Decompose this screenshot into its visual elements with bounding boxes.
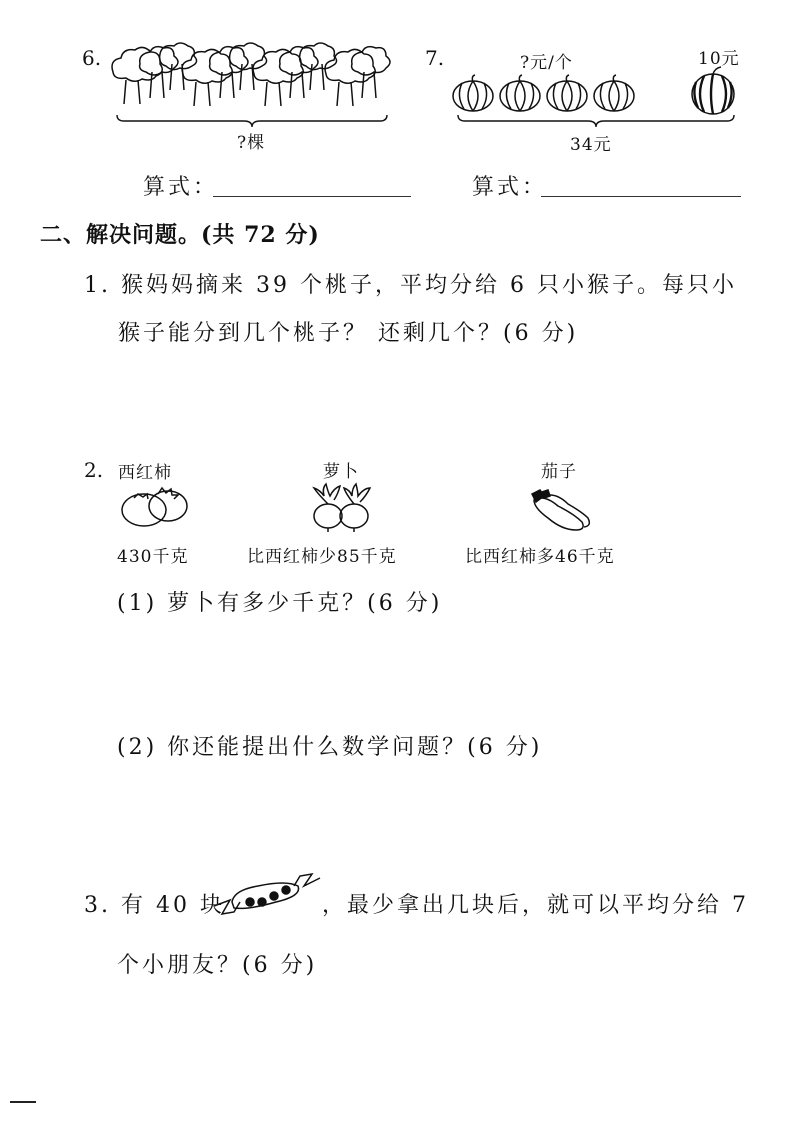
eggplant-weight: 比西红柿多46千克 — [465, 547, 615, 567]
problem-3-line-1a: 3. 有 40 块 — [84, 893, 225, 918]
tree-icon — [352, 47, 390, 98]
tree-icon — [300, 43, 337, 90]
tree-icon — [280, 47, 318, 98]
tree-icon — [253, 49, 303, 106]
problem-2-sub-2: (2) 你还能提出什么数学问题？(6 分) — [117, 735, 543, 760]
tomato-name: 西红柿 — [118, 463, 172, 483]
candy-icon — [212, 872, 322, 918]
eggplant-name: 茄子 — [541, 462, 577, 482]
section-heading: 二、解决问题。(共 72 分) — [40, 222, 320, 248]
problem-2-sub-1: (1) 萝卜有多少千克？(6 分) — [117, 591, 443, 616]
problem-3-line-2: 个小朋友？(6 分) — [117, 953, 318, 978]
q6-formula-label: 算式： — [143, 175, 219, 200]
pumpkin-icon — [453, 75, 493, 111]
q7-brace — [457, 114, 735, 128]
problem-2-number: 2. — [84, 458, 104, 482]
pumpkin-icon — [547, 75, 587, 111]
q6-count-label: ?棵 — [237, 133, 266, 153]
q7-total-label: 34元 — [570, 135, 612, 155]
tomato-weight: 430千克 — [117, 547, 189, 567]
radish-name: 萝卜 — [323, 462, 359, 482]
q7-unit-price-label: ?元/个 — [520, 53, 573, 73]
q6-number: 6. — [82, 46, 102, 70]
eggplant-icon — [530, 488, 592, 530]
problem-1-line-2: 猴子能分到几个桃子？ 还剩几个？(6 分) — [118, 321, 579, 346]
q7-answer-blank[interactable] — [541, 196, 741, 197]
pumpkins-illustration — [452, 74, 640, 114]
watermelon-icon — [690, 66, 736, 116]
tomato-icon — [120, 486, 190, 528]
q6-brace — [116, 114, 388, 128]
q6-answer-blank[interactable] — [213, 196, 411, 197]
q7-number: 7. — [425, 46, 445, 70]
radish-icon — [308, 484, 378, 532]
pumpkin-icon — [500, 75, 540, 111]
problem-3-line-1b: ，最少拿出几块后，就可以平均分给 7 — [322, 893, 749, 918]
tree-icon — [325, 49, 375, 106]
tree-icon — [182, 49, 232, 106]
tree-icon — [140, 47, 178, 98]
problem-1-line-1: 1. 猴妈妈摘来 39 个桃子，平均分给 6 只小猴子。每只小 — [84, 273, 737, 298]
trees-illustration — [108, 42, 393, 108]
tree-icon — [230, 43, 267, 90]
q7-formula-label: 算式： — [472, 175, 548, 200]
page-corner-mark — [10, 1101, 36, 1103]
radish-weight: 比西红柿少85千克 — [247, 547, 397, 567]
tree-icon — [160, 43, 197, 90]
q7-watermelon-price: 10元 — [698, 49, 740, 69]
pumpkin-icon — [594, 75, 634, 111]
tree-icon — [210, 47, 248, 98]
